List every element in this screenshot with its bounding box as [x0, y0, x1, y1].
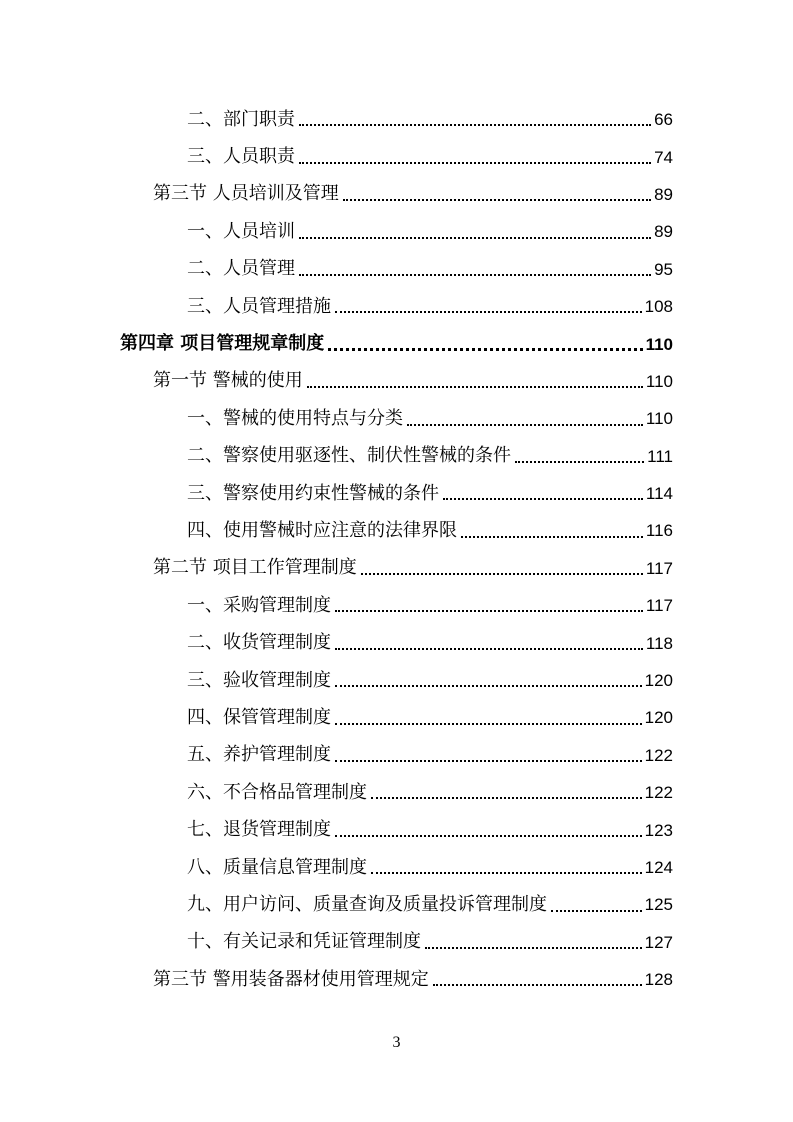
toc-entry-label: 十、有关记录和凭证管理制度: [187, 933, 425, 951]
dot-leader: [551, 892, 642, 912]
toc-section-page: 117: [645, 558, 673, 578]
dot-leader: [515, 443, 644, 463]
toc-entry-page: 74: [654, 147, 673, 167]
toc-entry[interactable]: [187, 699, 673, 736]
toc-entry-page: 108: [644, 297, 673, 317]
toc-section-page: 89: [654, 184, 673, 204]
toc-chapter-label: 第四章 项目管理规章制度: [120, 335, 328, 353]
dot-leader: [443, 480, 643, 500]
toc-entry-page: 125: [644, 895, 673, 915]
toc-section[interactable]: [153, 550, 673, 587]
toc-entry[interactable]: [187, 400, 673, 437]
toc-entry-page: 124: [644, 858, 673, 877]
table-of-contents: [0, 101, 793, 998]
dot-leader: [299, 144, 651, 164]
toc-entry-label: 四、使用警械时应注意的法律界限: [187, 522, 461, 540]
toc-entry-page: 111: [647, 446, 673, 466]
dot-leader: [371, 854, 642, 874]
toc-entry-page: 110: [645, 409, 673, 429]
toc-entry-page: 116: [645, 521, 673, 541]
toc-chapter-page: 110: [645, 334, 673, 354]
toc-entry-page: 95: [654, 259, 673, 279]
toc-entry[interactable]: [187, 213, 673, 250]
toc-section-label: 第二节 项目工作管理制度: [153, 559, 361, 577]
toc-entry[interactable]: [187, 774, 673, 811]
toc-entry[interactable]: [187, 849, 673, 886]
dot-leader: [335, 742, 642, 762]
toc-entry[interactable]: [187, 438, 673, 475]
toc-section-label: 第一节 警械的使用: [153, 372, 307, 390]
toc-entry-label: 三、验收管理制度: [187, 672, 335, 690]
toc-entry[interactable]: [187, 475, 673, 512]
dot-leader: [299, 219, 651, 239]
toc-entry-label: 三、人员职责: [187, 148, 299, 166]
dot-leader: [335, 667, 642, 687]
toc-entry-label: 二、警察使用驱逐性、制伏性警械的条件: [187, 447, 515, 465]
page-number: 3: [392, 1034, 401, 1051]
toc-section[interactable]: [153, 961, 673, 998]
toc-entry-label: 二、部门职责: [187, 111, 299, 129]
dot-leader: [335, 817, 642, 837]
toc-entry[interactable]: [187, 138, 673, 175]
dot-leader: [335, 592, 643, 612]
dot-leader: [361, 555, 643, 575]
toc-entry-page: 118: [645, 633, 673, 653]
dot-leader: [299, 106, 651, 126]
toc-entry[interactable]: [187, 251, 673, 288]
toc-entry[interactable]: [187, 662, 673, 699]
toc-entry-label: 二、人员管理: [187, 260, 299, 278]
toc-entry-label: 一、采购管理制度: [187, 597, 335, 615]
toc-entry[interactable]: [187, 924, 673, 961]
dot-leader: [335, 705, 642, 725]
toc-entry-label: 三、警察使用约束性警械的条件: [187, 485, 443, 503]
dot-leader: [407, 406, 643, 426]
dot-leader: [328, 330, 642, 351]
toc-entry-page: 127: [644, 932, 673, 952]
dot-leader: [425, 929, 642, 949]
toc-entry-label: 五、养护管理制度: [187, 746, 335, 764]
toc-entry-page: 89: [654, 222, 673, 242]
toc-entry-label: 八、质量信息管理制度: [187, 859, 371, 877]
dot-leader: [371, 779, 642, 799]
toc-entry[interactable]: [187, 587, 673, 624]
toc-entry[interactable]: [187, 288, 673, 325]
toc-entry-page: 120: [644, 671, 673, 691]
dot-leader: [433, 966, 642, 986]
toc-entry-label: 四、保管管理制度: [187, 709, 335, 727]
toc-entry-page: 122: [644, 783, 673, 803]
dot-leader: [461, 518, 643, 538]
toc-section-label: 第三节 警用装备器材使用管理规定: [153, 971, 433, 989]
toc-entry-page: 114: [645, 484, 673, 504]
toc-section-page: 110: [645, 371, 673, 391]
toc-entry-page: 123: [644, 820, 673, 840]
toc-chapter[interactable]: [120, 325, 673, 362]
toc-entry-label: 一、警械的使用特点与分类: [187, 410, 407, 428]
toc-entry[interactable]: [187, 811, 673, 848]
toc-entry-page: 66: [654, 110, 673, 130]
toc-entry-label: 六、不合格品管理制度: [187, 784, 371, 802]
toc-section-label: 第三节 人员培训及管理: [153, 185, 343, 203]
toc-entry[interactable]: [187, 512, 673, 549]
toc-entry-label: 七、退货管理制度: [187, 821, 335, 839]
toc-section[interactable]: [153, 363, 673, 400]
toc-entry[interactable]: [187, 737, 673, 774]
toc-entry[interactable]: [187, 101, 673, 138]
toc-entry-label: 九、用户访问、质量查询及质量投诉管理制度: [187, 896, 551, 914]
toc-entry[interactable]: [187, 886, 673, 923]
toc-entry-page: 120: [644, 708, 673, 728]
dot-leader: [343, 181, 651, 201]
toc-section[interactable]: [153, 176, 673, 213]
toc-entry-label: 三、人员管理措施: [187, 298, 335, 316]
toc-entry-label: 二、收货管理制度: [187, 634, 335, 652]
dot-leader: [307, 368, 643, 388]
toc-entry-page: 117: [645, 596, 673, 616]
dot-leader: [335, 630, 643, 650]
toc-section-page: 128: [644, 970, 673, 990]
toc-entry-label: 一、人员培训: [187, 223, 299, 241]
toc-entry[interactable]: [187, 624, 673, 661]
toc-entry-page: 122: [644, 745, 673, 765]
dot-leader: [299, 256, 651, 276]
dot-leader: [335, 293, 642, 313]
